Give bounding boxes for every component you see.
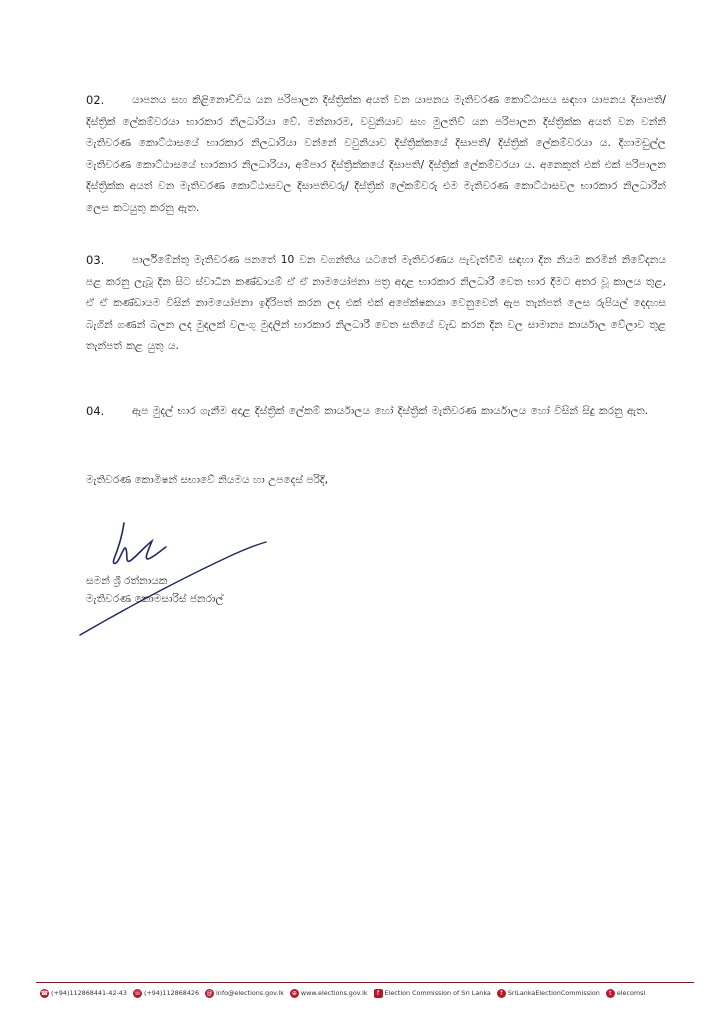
facebook-icon: f bbox=[497, 989, 506, 998]
web-icon: ⊕ bbox=[291, 989, 297, 997]
facebook-icon: f bbox=[374, 989, 383, 998]
closing-line: මැතිවරණ කොමිෂන් සභාවේ නියමය හා උපදෙස් පරිදි, bbox=[86, 474, 328, 486]
twitter-icon: t bbox=[606, 989, 615, 998]
signatory-name: සමන් ශ්‍රී රත්නායක bbox=[86, 575, 168, 587]
paragraph-04 bbox=[86, 401, 666, 423]
paragraph-02 bbox=[86, 90, 666, 220]
footer-twitter-text: elecomsl bbox=[616, 989, 646, 997]
footer-email[interactable] bbox=[205, 989, 284, 998]
paragraph-text: පාර්ලිමේන්තු මැතිවරණ පනතේ 10 වන වගන්තිය යටතේ මැතිවරණය පැවැත්වීම සඳහා දින නියම කරමින් නිවේදනය පළ කරනු ලැබූ දින සිට ස්වාධීන කණ්ඩායම් ඒ ඒ නාමයෝජනා පත්‍ර අදාළ භාරකාර නිලධාරී වෙත භාර දීමට අතර වූ කාලය තුළ, ඒ ඒ කණ්ඩායම විසින් නාමයෝජනා ඉදිරිපත් කරන ලද එක් එක් අපේක්ෂකයා වෙනුවෙන් ඇප තැන්පත් ලෙස රුපියල් දෙදහස බැගින් ගණන් බලන ලද මුදලක් වලංගු මුදලින් භාරකාර නිලධාරී වෙත සතියේ වැඩ කරන දින වල සාමාන්‍ය කාර්යාල වේලාව තුළ තැන්පත් කළ යුතු ය. bbox=[86, 254, 666, 353]
footer-facebook-handle[interactable] bbox=[497, 989, 600, 998]
phone-icon: ☎ bbox=[40, 989, 49, 997]
footer-facebook-page[interactable] bbox=[374, 989, 491, 998]
paragraph-text: ඇප මුදල් භාර ගැනීම අදාළ දිස්ත්‍රික් ලේකම් කාර්යාලය හෝ දිස්ත්‍රික් මැතිවරණ කාර්යාලය හෝ විසින් සිදු කරනු ඇත. bbox=[132, 405, 649, 417]
paragraph-number: 04. bbox=[86, 404, 105, 418]
footer-phone[interactable] bbox=[40, 989, 127, 998]
footer-facebook-text: Election Commission of Sri Lanka bbox=[384, 989, 491, 997]
paragraph-text: යාපනය සහ කිළිනොච්චිය යන පරිපාලන දිස්ත්‍රික්ක අයත් වන යාපනය මැතිවරණ කොට්ඨාසය සඳහා යාපනය දිසාපති/ දිස්ත්‍රික් ලේකම්වරයා භාරකාර නිලධාරියා වේ. මන්නාරම, වවුනියාව සහ මුලතිව් යන පරිපාලන දිස්ත්‍රික්ක අයත් වන වන්නි මැතිවරණ කොට්ඨාසයේ භාරකාර නිලධාරියා වන්නේ වවුනියාව දිස්ත්‍රික්කයේ දිසාපති/ දිස්ත්‍රික් ලේකම්වරයා ය. දිගාමඩුල්ල මැතිවරණ කොට්ඨාසයේ භාරකාර නිලධාරියා, අම්පාර දිස්ත්‍රික්කයේ දිසාපති/ දිස්ත්‍රික් ලේකම්වරයා ය. අනෙකුත් එක් එක් පරිපාලන දිස්ත්‍රික්ක අයත් වන මැතිවරණ කොට්ඨාසවල දිසාපතිවරු/ දිස්ත්‍රික් ලේකම්වරු එම මැතිවරණ කොට්ඨාසවල භාරකාර නිලධාරීන් ලෙස කටයුතු කරනු ඇත. bbox=[86, 94, 666, 214]
footer-email-text: info@elections.gov.lk bbox=[216, 989, 284, 997]
paragraph-number: 02. bbox=[86, 93, 105, 107]
email-icon: @ bbox=[206, 989, 213, 997]
footer-web[interactable] bbox=[290, 989, 368, 998]
signatory-title: මැතිවරණ කොමසාරිස් ජනරාල් bbox=[86, 593, 224, 605]
fax-icon: ☏ bbox=[133, 989, 142, 997]
footer-contacts bbox=[40, 986, 690, 1000]
paragraph-03 bbox=[86, 250, 666, 358]
footer-twitter[interactable] bbox=[606, 989, 645, 998]
footer-fax[interactable] bbox=[133, 989, 199, 998]
footer-web-text: www.elections.gov.lk bbox=[300, 989, 368, 997]
footer-facebook-handle-text: SriLankaElectionCommission bbox=[507, 989, 600, 997]
footer-phone-text: (+94)112868441-42-43 bbox=[51, 989, 127, 997]
paragraph-number: 03. bbox=[86, 253, 105, 267]
footer-divider bbox=[36, 982, 694, 983]
footer-fax-text: (+94)112868426 bbox=[143, 989, 200, 997]
